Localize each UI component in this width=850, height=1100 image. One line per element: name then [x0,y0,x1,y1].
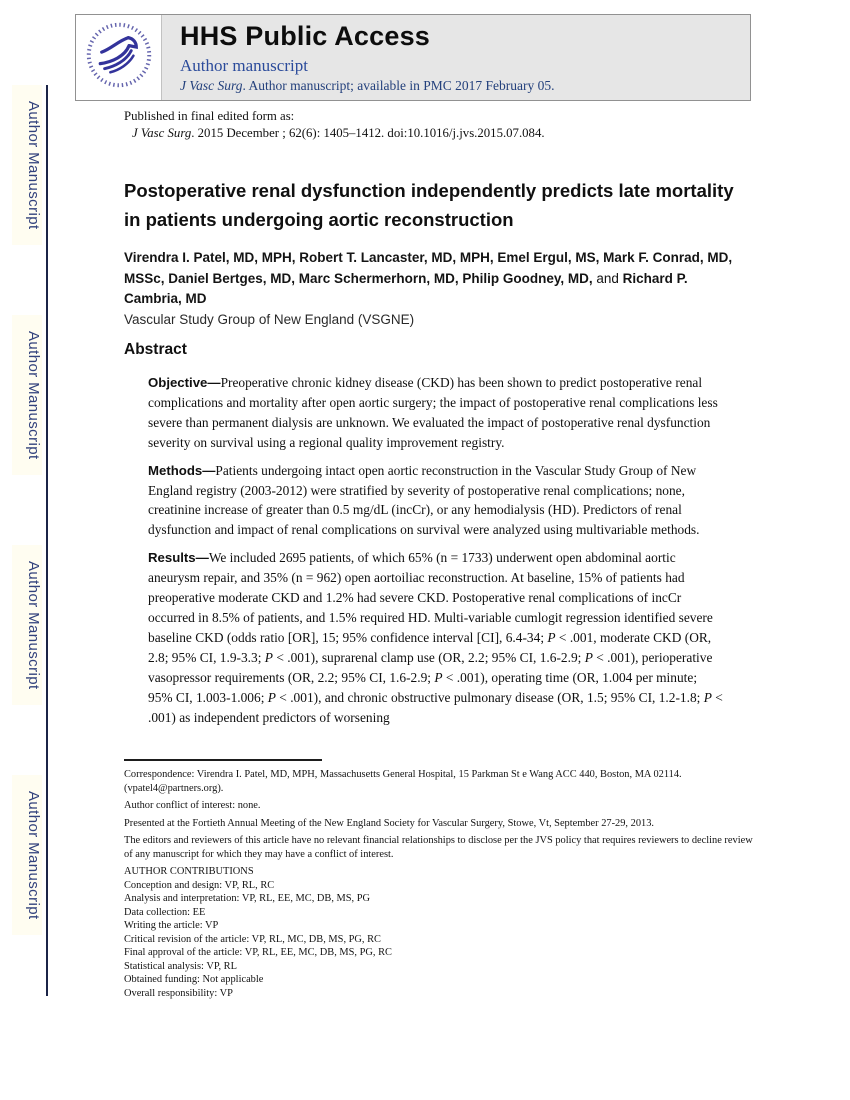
sidebar-label-author-manuscript: Author Manuscript [12,315,42,475]
hhs-banner-journal-line: J Vasc Surg. Author manuscript; available in PMC 2017 February 05. [180,78,555,93]
hhs-eagle-icon [83,19,155,96]
footnote-contributions-heading: AUTHOR CONTRIBUTIONS [124,866,254,877]
hhs-banner-subtitle: Author manuscript [180,56,308,75]
footnotes-block [124,768,758,1000]
author-list: Virendra I. Patel, MD, MPH, Robert T. Lancaster, MD, MPH, Emel Ergul, MS, Mark F. Conrad, MD, MSSc, Daniel Bertges, MD, Marc Schermerhorn, MD, Philip Goodney, MD, and Richard P. Cambria, MD [124,250,733,306]
sidebar-label-author-manuscript: Author Manuscript [12,775,42,935]
footnote-contribution-item: Final approval of the article: VP, RL, EE, MC, DB, MS, PG, RC [124,947,392,958]
hhs-banner [75,14,751,101]
abstract-methods-body: Patients undergoing intact open aortic reconstruction in the Vascular Study Group of New England registry (2003-2012) were stratified by severity of postoperative renal complications; none, creatinine increase of greater than 0.5 mg/dL (incCr), or any hemodialysis (HD). Predictors of renal dysfunction and impact of renal complications on survival were analyzed using multivariable methods. [148,462,700,538]
footnote-editors-disclosure: The editors and reviewers of this article have no relevant financial relationships to disclose per the JVS policy that requires reviewers to decline review of any manuscript for which they may have a conflict of interest. [124,835,753,860]
citation-prefix: Published in final edited form as: [124,109,295,123]
footnote-contribution-item: Critical revision of the article: VP, RL, MC, DB, MS, PG, RC [124,933,381,945]
article-title: Postoperative renal dysfunction independently predicts late mortality in patients undergoing aortic reconstruction [124,180,734,230]
abstract-objective-label: Objective— [148,375,221,390]
footnote-correspondence: Correspondence: Virendra I. Patel, MD, MPH, Massachusetts General Hospital, 15 Parkman St e Wang ACC 440, Boston, MA 02114. (vpatel4@partners.org). [124,769,682,794]
citation-reference: J Vasc Surg. 2015 December ; 62(6): 1405–1412. doi:10.1016/j.jvs.2015.07.084. [132,126,545,140]
abstract-objective-body: Preoperative chronic kidney disease (CKD) has been shown to predict postoperative renal complications and mortality after open aortic surgery; the impact of postoperative renal complications less severe than permanent dialysis are unknown. We evaluated the impact of postoperative renal dysfunction severity on survival using a regional quality improvement registry. [148,375,718,450]
footnote-contribution-item: Obtained funding: Not applicable [124,974,264,985]
footnote-contribution-item: Overall responsibility: VP [124,987,233,999]
abstract-methods [148,461,724,541]
abstract-methods-label: Methods— [148,462,216,478]
abstract-objective [148,373,724,453]
abstract-results-body: We included 2695 patients, of which 65% (n = 1733) underwent open abdominal aortic aneurysm repair, and 35% (n = 962) open aortoiliac reconstruction. At baseline, 15% of patients had preoperative moderate CKD and 1.2% had severe CKD. Postoperative renal complications of incCr occurred in 8.5% of patients, and 1.5% required HD. Multi-variable cumlogit regression identified severe baseline CKD (odds ratio [OR], 15; 95% confidence interval [CI], 6.4-34; P < .001, moderate CKD (OR, 2.8; 95% CI, 1.9-3.3; P < .001), suprarenal clamp use (OR, 2.2; 95% CI, 1.6-2.9; P < .001), perioperative vasopressor requirements (OR, 2.2; 95% CI, 1.6-2.9; P < .001), operating time (OR, 1.004 per minute; 95% CI, 1.003-1.006; P < .001), and chronic obstructive pulmonary disease (OR, 1.5; 95% CI, 1.2-1.8; P < .001) as independent predictors of worsening [148,550,723,725]
footnote-contribution-item: Writing the article: VP [124,920,219,931]
footnote-separator-rule [124,759,322,761]
abstract-section [124,341,726,735]
sidebar-label-author-manuscript: Author Manuscript [12,85,42,245]
footnote-contribution-item: Data collection: EE [124,906,206,918]
hhs-banner-title: HHS Public Access [180,21,430,51]
abstract-results [148,548,724,727]
footnote-contribution-item: Conception and design: VP, RL, RC [124,879,275,891]
footnote-contribution-item: Statistical analysis: VP, RL [124,960,237,972]
footnote-conflict: Author conflict of interest: none. [124,800,261,811]
abstract-results-label: Results— [148,550,209,566]
sidebar-label-author-manuscript: Author Manuscript [12,545,42,705]
footnote-presented: Presented at the Fortieth Annual Meeting of the New England Society for Vascular Surgery, Stowe, Vt, September 27-29, 2013. [124,817,655,829]
hhs-logo-box [76,15,162,100]
abstract-heading: Abstract [124,341,187,358]
footnote-contribution-item: Analysis and interpretation: VP, RL, EE, MC, DB, MS, PG [124,893,371,904]
affiliation: Vascular Study Group of New England (VSGNE) [124,312,415,327]
hhs-banner-text [180,21,554,94]
sidebar-vertical-rule [46,85,48,996]
citation-block [124,108,545,142]
